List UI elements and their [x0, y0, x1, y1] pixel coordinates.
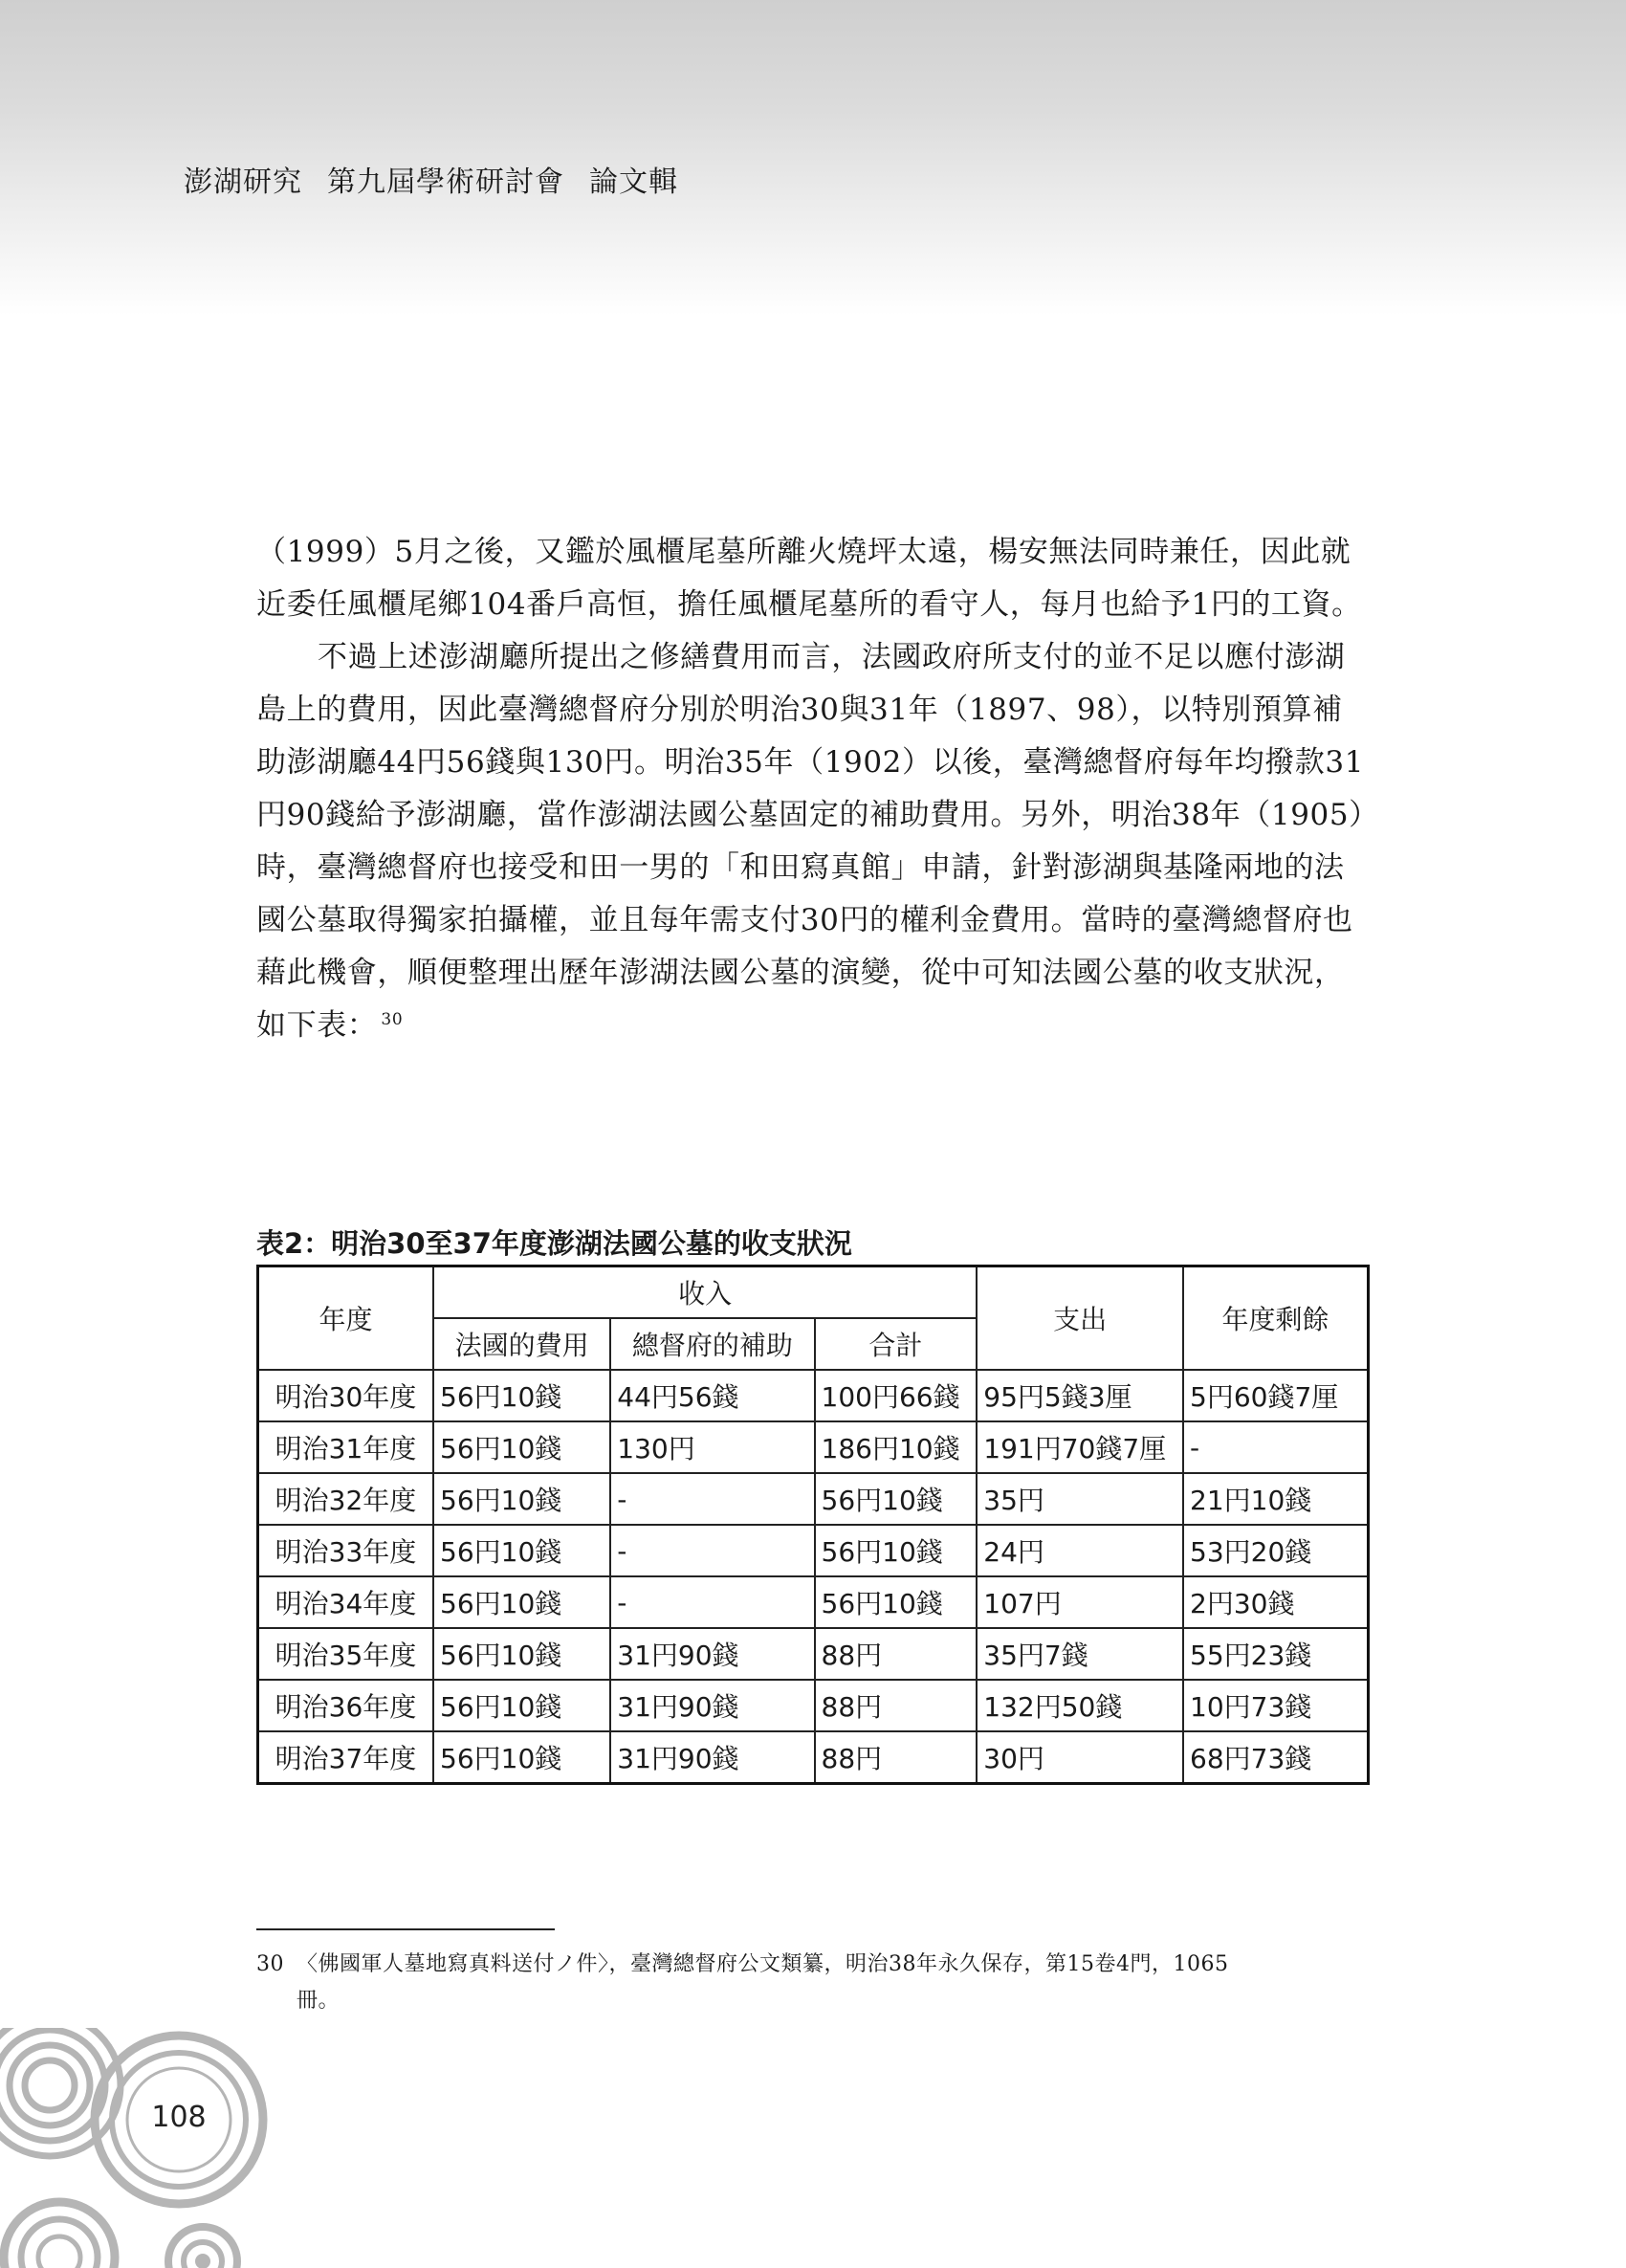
header-french-fees: 法國的費用 — [433, 1318, 610, 1370]
cell-surplus: - — [1183, 1421, 1368, 1473]
cell-subtotal: 88円 — [815, 1680, 978, 1731]
cell-expense: 107円 — [977, 1576, 1183, 1628]
cell-surplus: 2円30錢 — [1183, 1576, 1368, 1628]
paragraph-1: （1999）5月之後，又鑑於風櫃尾墓所離火燒坪太遠，楊安無法同時兼任，因此就近委任風櫃尾鄉104番戶高恒，擔任風櫃尾墓所的看守人，每月也給予1円的工資。 — [256, 535, 1362, 622]
cell-french-fees: 56円10錢 — [433, 1731, 610, 1784]
footnote-reference[interactable]: 30 — [381, 1009, 404, 1029]
header-subtotal: 合計 — [815, 1318, 978, 1370]
cell-year: 明治31年度 — [258, 1421, 434, 1473]
cell-gov-subsidy: 31円90錢 — [610, 1680, 814, 1731]
table-row — [258, 1421, 1369, 1473]
cell-french-fees: 56円10錢 — [433, 1576, 610, 1628]
ring — [21, 2219, 98, 2268]
journal-title: 澎湖研究 — [184, 165, 302, 199]
ring — [25, 2060, 75, 2110]
table-row — [258, 1473, 1369, 1525]
table-row — [258, 1370, 1369, 1421]
cell-subtotal: 186円10錢 — [815, 1421, 978, 1473]
cell-gov-subsidy: 31円90錢 — [610, 1731, 814, 1784]
cell-gov-subsidy: - — [610, 1473, 814, 1525]
cell-gov-subsidy: 31円90錢 — [610, 1628, 814, 1680]
cell-french-fees: 56円10錢 — [433, 1628, 610, 1680]
table-header-row — [258, 1266, 1369, 1319]
cell-subtotal: 88円 — [815, 1731, 978, 1784]
cell-expense: 35円7錢 — [977, 1628, 1183, 1680]
header-surplus: 年度剩餘 — [1183, 1266, 1368, 1371]
ring — [38, 2236, 80, 2268]
table-row — [258, 1731, 1369, 1784]
header-expense: 支出 — [977, 1266, 1183, 1371]
conference-title: 第九屆學術研討會 — [327, 165, 564, 199]
cell-expense: 132円50錢 — [977, 1680, 1183, 1731]
footnote-line — [256, 1947, 1371, 1983]
cell-surplus: 5円60錢7厘 — [1183, 1370, 1368, 1421]
cell-subtotal: 56円10錢 — [815, 1473, 978, 1525]
cell-year: 明治32年度 — [258, 1473, 434, 1525]
footnote — [256, 1947, 1371, 2019]
cell-gov-subsidy: 44円56錢 — [610, 1370, 814, 1421]
cell-year: 明治37年度 — [258, 1731, 434, 1784]
footnote-divider — [256, 1928, 555, 1930]
cell-french-fees: 56円10錢 — [433, 1680, 610, 1731]
decorative-circles — [0, 2028, 277, 2268]
cell-expense: 35円 — [977, 1473, 1183, 1525]
cell-expense: 24円 — [977, 1525, 1183, 1576]
table-row — [258, 1628, 1369, 1680]
cell-subtotal: 88円 — [815, 1628, 978, 1680]
footnote-continuation: 冊。 — [297, 1989, 341, 2013]
cell-subtotal: 56円10錢 — [815, 1525, 978, 1576]
cell-surplus: 53円20錢 — [1183, 1525, 1368, 1576]
table-row — [258, 1525, 1369, 1576]
volume-title: 論文輯 — [589, 165, 678, 199]
cell-gov-subsidy: 130円 — [610, 1421, 814, 1473]
cell-surplus: 10円73錢 — [1183, 1680, 1368, 1731]
header-gov-subsidy: 總督府的補助 — [610, 1318, 814, 1370]
running-header — [184, 158, 703, 200]
income-expense-table — [256, 1265, 1370, 1785]
cell-year: 明治36年度 — [258, 1680, 434, 1731]
cell-year: 明治35年度 — [258, 1628, 434, 1680]
cell-subtotal: 56円10錢 — [815, 1576, 978, 1628]
table-row — [258, 1680, 1369, 1731]
cell-expense: 95円5錢3厘 — [977, 1370, 1183, 1421]
cell-expense: 30円 — [977, 1731, 1183, 1784]
cell-subtotal: 100円66錢 — [815, 1370, 978, 1421]
header-year: 年度 — [258, 1266, 434, 1371]
body-text — [256, 526, 1366, 1052]
cell-gov-subsidy: - — [610, 1525, 814, 1576]
table-row — [258, 1576, 1369, 1628]
cell-french-fees: 56円10錢 — [433, 1370, 610, 1421]
cell-year: 明治33年度 — [258, 1525, 434, 1576]
table-caption: 表2：明治30至37年度澎湖法國公墓的收支狀況 — [256, 1227, 852, 1260]
footnote-text: 〈佛國軍人墓地寫真料送付ノ件〉，臺灣總督府公文類纂，明治38年永久保存，第15卷4門，1065 — [297, 1952, 1229, 1976]
cell-year: 明治30年度 — [258, 1370, 434, 1421]
cell-expense: 191円70錢7厘 — [977, 1421, 1183, 1473]
footnote-number: 30 — [256, 1952, 284, 1976]
cell-gov-subsidy: - — [610, 1576, 814, 1628]
cell-surplus: 55円23錢 — [1183, 1628, 1368, 1680]
cell-surplus: 68円73錢 — [1183, 1731, 1368, 1784]
paragraph-2-text: 不過上述澎湖廳所提出之修繕費用而言，法國政府所支付的並不足以應付澎湖島上的費用，因此臺灣總督府分別於明治30與31年（1897、98），以特別預算補助澎湖廳44円56錢與130円。明治35年（1902）以後，臺灣總督府每年均撥款31円90錢給予澎湖廳，當作澎湖法國公墓固定的補助費用。另外，明治38年（1905）時，臺灣總督府也接受和田一男的「和田寫真館」申請，針對澎湖與基隆兩地的法國公墓取得獨家拍攝權，並且每年需支付30円的權利金費用。當時的臺灣總督府也藉此機會，順便整理出歷年澎湖法國公墓的演變，從中可知法國公墓的收支狀況，如下表： — [256, 640, 1365, 1043]
cell-french-fees: 56円10錢 — [433, 1473, 610, 1525]
dot — [195, 2254, 210, 2268]
cell-french-fees: 56円10錢 — [433, 1421, 610, 1473]
header-income: 收入 — [433, 1266, 977, 1319]
paragraph-2 — [256, 631, 1366, 1052]
cell-surplus: 21円10錢 — [1183, 1473, 1368, 1525]
cell-french-fees: 56円10錢 — [433, 1525, 610, 1576]
page-number: 108 — [151, 2101, 207, 2134]
cell-year: 明治34年度 — [258, 1576, 434, 1628]
